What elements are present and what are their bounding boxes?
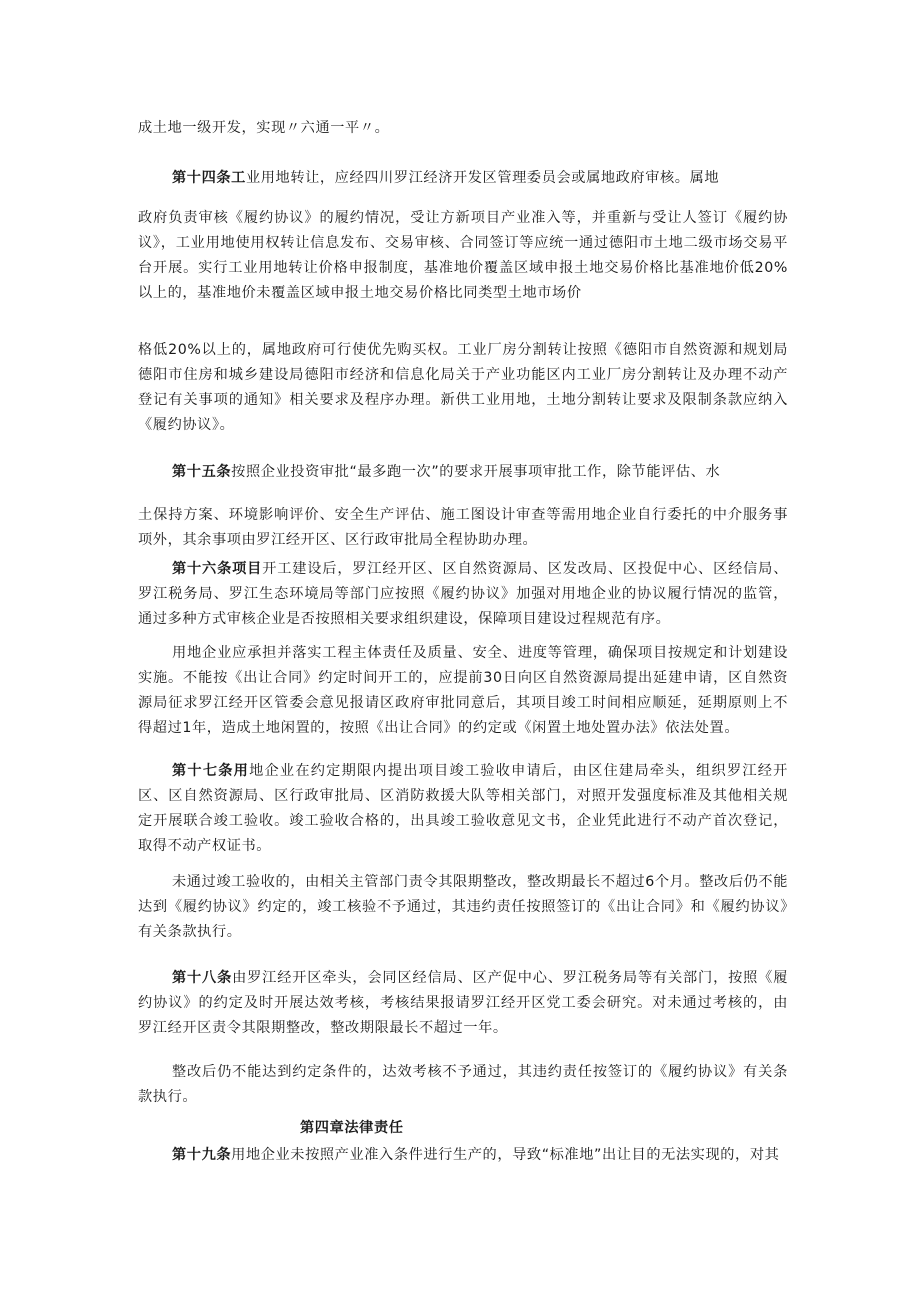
paragraph-continuation: 成土地一级开发，实现〃六通一平〃。 [138, 120, 390, 136]
article-18-para-2: 整改后仍不能达到约定条件的，达效考核不予通过，其违约责任按签订的《履约协议》有关条款执行。 [138, 1064, 788, 1105]
article-18: 第十八条由罗江经开区牵头，会同区经信局、区产促中心、罗江税务局等有关部门，按照《履约协议》的约定及时开展达效考核，考核结果报请罗江经开区党工委会研究。对未通过考核的，由罗江经开区责令其限期整改，整改期限最长不超过一年。 [138, 970, 788, 1036]
article-14: 第十四条工业用地转让，应经四川罗江经济开发区管理委员会或属地政府审核。属地 [172, 170, 720, 186]
article-number: 第十七条用 [172, 763, 250, 779]
article-16: 第十六条项目开工建设后，罗江经开区、区自然资源局、区发改局、区投促中心、区经信局、罗江税务局、罗江生态环境局等部门应按照《履约协议》加强对用地企业的协议履行情况的监管，通过多种方式审核企业是否按照相关要求组织建设，保障项目建设过程规范有序。 [138, 561, 788, 627]
article-16-para-2: 用地企业应承担并落实工程主体责任及质量、安全、进度等管理，确保项目按规定和计划建设实施。不能按《出让合同》约定时间开工的，应提前30日向区自然资源局提出延建申请，区自然资源局征求罗江经开区管委会意见报请区政府审批同意后，其项目竣工时间相应顺延，延期原则上不得超过1年，造成土地闲置的，按照《出让合同》的约定或《闲置土地处置办法》依法处置。 [138, 645, 788, 736]
article-15-body: 土保持方案、环境影响评价、安全生产评估、施工图设计审查等需用地企业自行委托的中介服务事项外，其余事项由罗江经开区、区行政审批局全程协助办理。 [138, 507, 788, 548]
article-17: 第十七条用地企业在约定期限内提出项目竣工验收申请后，由区住建局牵头，组织罗江经开区、区自然资源局、区行政审批局、区消防救援大队等相关部门，对照开发强度标准及其他相关规定开展联合竣工验收。竣工验收合格的，出具竣工验收意见文书，企业凭此进行不动产首次登记，取得不动产权证书。 [138, 763, 788, 854]
article-14-body-cont: 格低20%以上的，属地政府可行使优先购买权。工业厂房分割转让按照《德阳市自然资源和规划局德阳市住房和城乡建设局德阳市经济和信息化局关于产业功能区内工业厂房分割转让及办理不动产登记有关事项的通知》相关要求及程序办理。新供工业用地，土地分割转让要求及限制条款应纳入《履约协议》。 [138, 342, 788, 433]
article-19: 第十九条用地企业未按照产业准入条件进行生产的，导致“标准地”出让目的无法实现的，对其 [172, 1147, 780, 1163]
article-14-body: 政府负责审核《履约协议》的履约情况，受让方新项目产业准入等，并重新与受让人签订《履约协议》，工业用地使用权转让信息发布、交易审核、合同签订等应统一通过德阳市土地二级市场交易平台开展。实行工业用地转让价格申报制度，基准地价覆盖区域申报土地交易价格比基准地价低20%以上的，基准地价未覆盖区域申报土地交易价格比同类型土地市场价 [138, 210, 788, 301]
article-number: 第十八条 [172, 970, 233, 986]
article-number: 第十五条 [172, 464, 232, 480]
article-number: 第十四条工 [172, 170, 246, 186]
article-number: 第十六条项目 [172, 561, 263, 577]
article-number: 第十九条 [172, 1147, 232, 1163]
article-15: 第十五条按照企业投资审批“最多跑一次”的要求开展事项审批工作，除节能评估、水 [172, 464, 721, 480]
article-17-para-2: 未通过竣工验收的，由相关主管部门责令其限期整改，整改期最长不超过6个月。整改后仍不能达到《履约协议》约定的，竣工核验不予通过，其违约责任按照签订的《出让合同》和《履约协议》有关条款执行。 [138, 874, 788, 940]
chapter-heading: 第四章法律责任 [300, 1120, 404, 1136]
